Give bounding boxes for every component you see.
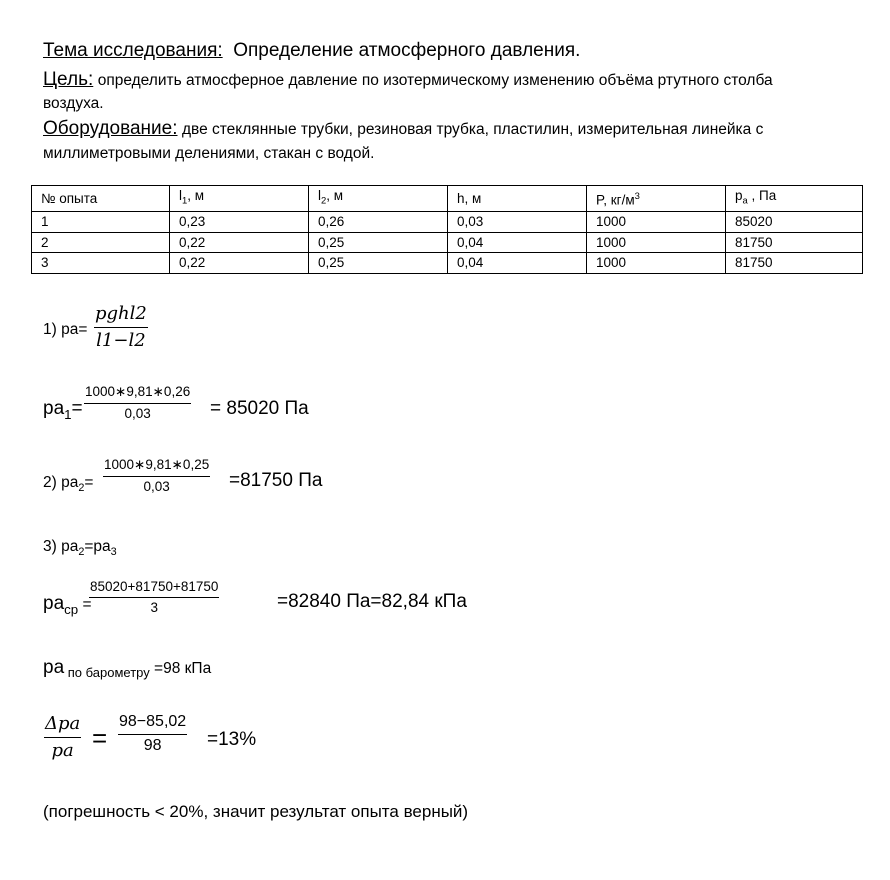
goal-line [43, 69, 773, 91]
formula-5-fraction [89, 579, 219, 615]
table-cell: 3 [32, 253, 170, 274]
formula-3-denominator: 0,03 [143, 479, 170, 494]
equipment-text-2: миллиметровыми делениями, стакан с водой. [43, 145, 375, 162]
formula-2-lhs: $pa_1=$ [43, 398, 83, 422]
topic-line [43, 40, 580, 62]
goal-text-2: воздуха. [43, 95, 104, 112]
formula-3-result: =81750 Па [229, 470, 323, 491]
formula-2-fraction [84, 384, 191, 421]
table-cell: 1000 [587, 232, 726, 253]
header-cell: P, $кг/м^3$ [587, 186, 726, 212]
formula-7-fraction-left [44, 713, 81, 761]
header-cell: № опыта [32, 186, 170, 212]
table-row [32, 253, 863, 274]
table-cell: 0,04 [448, 232, 587, 253]
table-cell: 85020 [726, 212, 863, 233]
formula-5-numerator: 85020+81750+81750 [89, 579, 219, 598]
formula-3-fraction [103, 457, 210, 494]
formula-2-denominator: 0,03 [124, 406, 151, 421]
equipment-label: Оборудование: [43, 118, 178, 139]
table-cell: 0,26 [309, 212, 448, 233]
formula-3-lhs: 2) $pa_2=$ [43, 474, 94, 495]
table-cell: 0,22 [170, 253, 309, 274]
formula-2-result: = 85020 Па [210, 398, 309, 419]
formula-7-equals: = [92, 723, 108, 753]
table-cell: 0,25 [309, 253, 448, 274]
header-cell: $l_1$, м [170, 186, 309, 212]
topic-label: Тема исследования: [43, 40, 223, 61]
table-cell: 1 [32, 212, 170, 233]
formula-7-denominator-2: 98 [143, 737, 162, 754]
table-cell: 0,25 [309, 232, 448, 253]
formula-2-numerator: 1000∗9,81∗0,26 [84, 384, 191, 404]
formula-6: pa $_{по барометру}$ =98 кПа [43, 657, 212, 681]
formula-3-numerator: 1000∗9,81∗0,25 [103, 457, 210, 477]
table-header-row [32, 186, 863, 212]
header-cell: h, м [448, 186, 587, 212]
formula-5-lhs: $pa_{ср}$ = [43, 593, 92, 617]
formula-1-denominator: l1−l2 [96, 330, 146, 351]
table-row [32, 212, 863, 233]
goal-label: Цель: [43, 69, 94, 90]
formula-7-numerator-2: 98−85,02 [118, 713, 187, 735]
formula-7-result: =13% [207, 729, 257, 750]
table-cell: 1000 [587, 212, 726, 233]
table-cell: 0,23 [170, 212, 309, 233]
formula-1-numerator: pghl2 [94, 303, 148, 328]
table-cell: 2 [32, 232, 170, 253]
table-cell: 1000 [587, 253, 726, 274]
conclusion-text: (погрешность < 20%, значит результат опыта верный) [43, 802, 469, 821]
goal-text-1: определить атмосферное давление по изотермическому изменению объёма ртутного столба [97, 72, 773, 89]
table-row [32, 232, 863, 253]
table-cell: 0,04 [448, 253, 587, 274]
formula-7-denominator: pa [51, 740, 74, 761]
equipment-text-1: две стеклянные трубки, резиновая трубка, пластилин, измерительная линейка с [181, 121, 764, 138]
formula-7-fraction-right [118, 713, 187, 755]
table-cell: 81750 [726, 253, 863, 274]
formula-5-result: =82840 Па=82,84 кПа [277, 591, 467, 612]
equipment-line [43, 118, 763, 140]
formula-1-prefix: 1) pa= [43, 321, 88, 338]
table-cell: 0,03 [448, 212, 587, 233]
header-cell: $p_а$ , Па [726, 186, 863, 212]
formula-1-fraction [94, 303, 148, 351]
table-cell: 81750 [726, 232, 863, 253]
table-cell: 0,22 [170, 232, 309, 253]
header-cell: $l_2$, м [309, 186, 448, 212]
formula-4: 3) $pa_2=pa_3$ [43, 538, 117, 559]
topic-text: Определение атмосферного давления. [233, 40, 581, 61]
formula-5-denominator: 3 [150, 600, 158, 615]
formula-7-numerator: Δpa [44, 713, 81, 738]
results-table [31, 185, 863, 274]
